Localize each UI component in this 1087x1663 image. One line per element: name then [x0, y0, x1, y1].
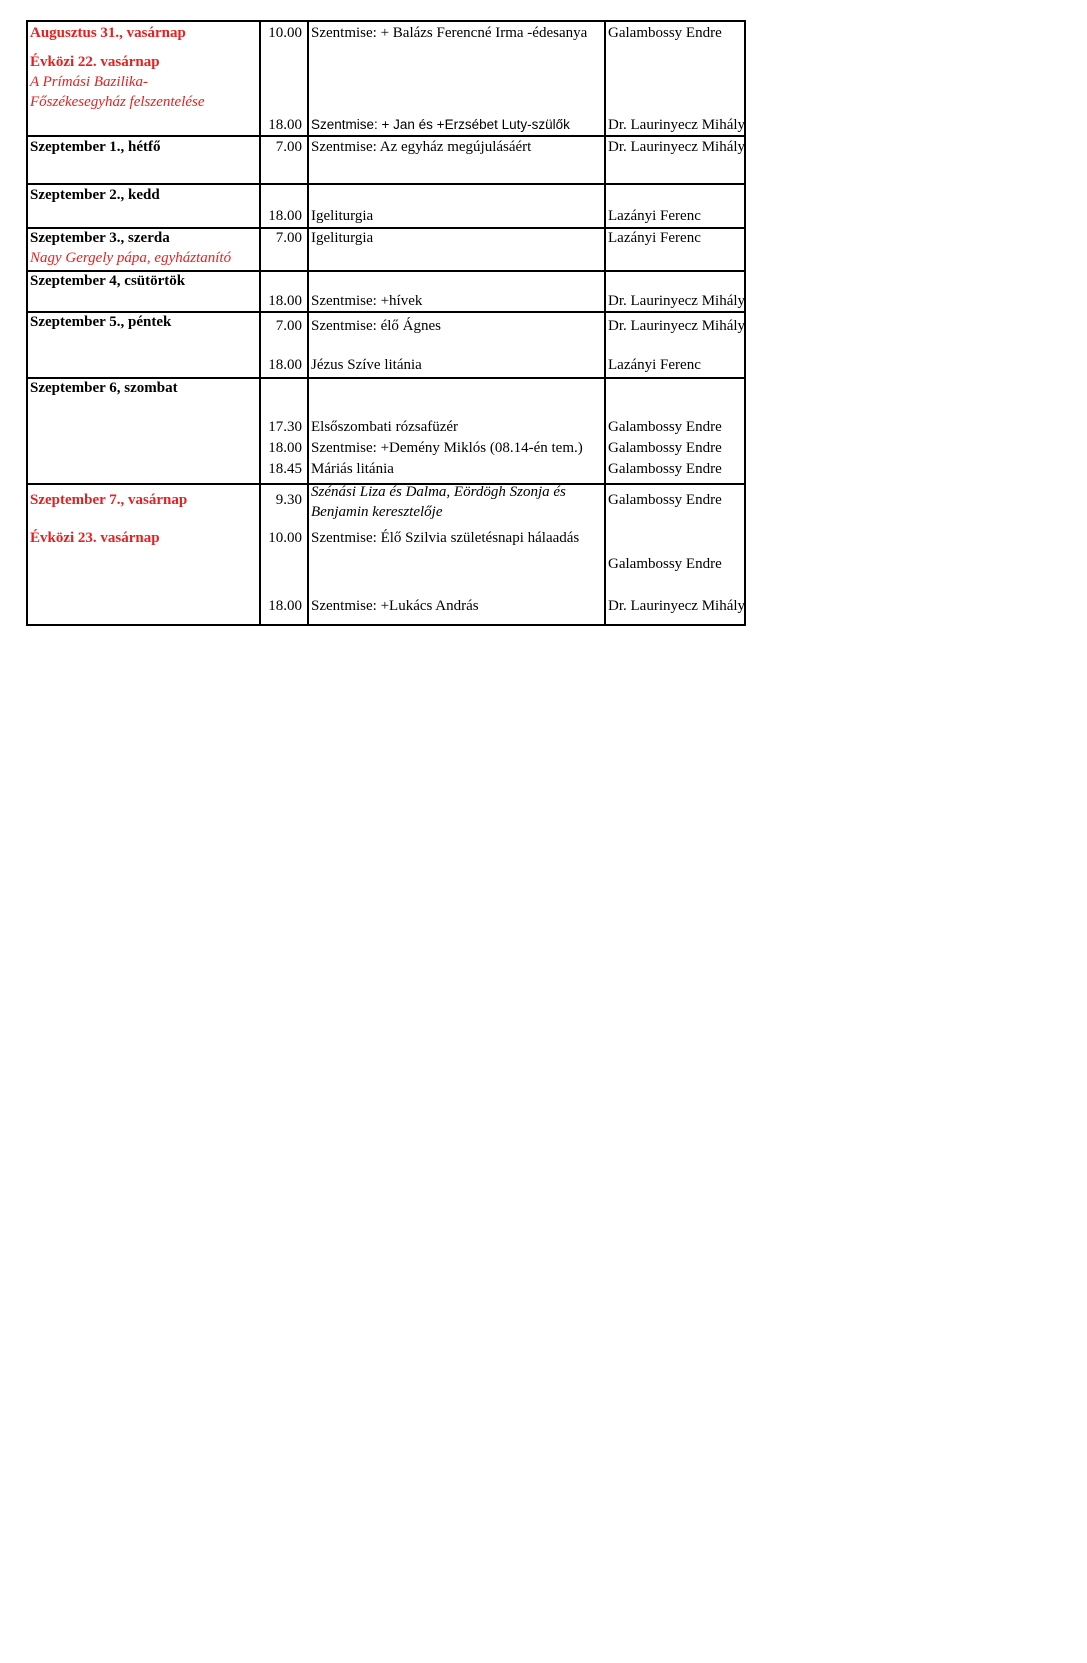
event-priest: Lazányi Ferenc: [608, 357, 701, 373]
day-label: Augusztus 31., vasárnap: [30, 25, 186, 41]
feast-label: Évközi 23. vasárnap: [30, 530, 160, 546]
event-time: 10.00: [268, 530, 302, 546]
row-divider: [26, 135, 746, 137]
event-description: Szentmise: +hívek: [311, 293, 423, 309]
event-description: Szentmise: + Balázs Ferencné Irma -édesanya: [311, 25, 588, 41]
table-border-left: [26, 20, 28, 626]
event-description: Szentmise: élő Ágnes: [311, 318, 441, 334]
event-priest: Galambossy Endre: [608, 419, 722, 435]
day-label: Szeptember 5., péntek: [30, 314, 172, 330]
event-time: 9.30: [275, 492, 302, 508]
event-priest: Lazányi Ferenc: [608, 230, 701, 246]
event-priest: Dr. Laurinyecz Mihály: [608, 318, 746, 334]
event-description: Elsőszombati rózsafüzér: [311, 419, 459, 435]
event-priest: Dr. Laurinyecz Mihály: [608, 598, 746, 614]
event-time: 17.30: [268, 419, 302, 435]
event-time: 18.00: [268, 357, 302, 373]
event-priest: Dr. Laurinyecz Mihály: [608, 117, 746, 133]
event-description: Igeliturgia: [311, 208, 374, 224]
event-time: 18.00: [268, 440, 302, 456]
feast-note: Nagy Gergely pápa, egyháztanító: [30, 250, 232, 266]
event-time: 7.00: [275, 230, 302, 246]
day-label: Szeptember 2., kedd: [30, 187, 160, 203]
day-label: Szeptember 7., vasárnap: [30, 492, 188, 508]
event-time: 18.00: [268, 208, 302, 224]
feast-note: Főszékesegyház felszentelése: [30, 94, 205, 110]
event-priest: Galambossy Endre: [608, 25, 722, 41]
table-border-top: [26, 20, 746, 22]
day-label: Szeptember 6, szombat: [30, 380, 178, 396]
event-time: 7.00: [275, 318, 302, 334]
event-description: Jézus Szíve litánia: [311, 357, 422, 373]
event-time: 10.00: [268, 25, 302, 41]
column-divider: [604, 20, 606, 626]
event-priest: Dr. Laurinyecz Mihály: [608, 293, 746, 309]
event-time: 18.00: [268, 598, 302, 614]
event-priest: Galambossy Endre: [608, 492, 722, 508]
day-label: Szeptember 4, csütörtök: [30, 273, 186, 289]
event-time: 18.00: [268, 293, 302, 309]
event-time: 18.45: [268, 461, 302, 477]
event-description: Benjamin keresztelője: [311, 504, 443, 520]
event-priest: Galambossy Endre: [608, 440, 722, 456]
event-description: Igeliturgia: [311, 230, 374, 246]
feast-note: A Prímási Bazilika-: [30, 74, 149, 90]
event-description: Szentmise: +Lukács András: [311, 598, 479, 614]
event-time: 18.00: [268, 117, 302, 133]
event-priest: Lazányi Ferenc: [608, 208, 701, 224]
event-description: Szentmise: Élő Szilvia születésnapi hálaadás: [311, 530, 580, 546]
event-priest: Dr. Laurinyecz Mihály: [608, 139, 746, 155]
event-description: Máriás litánia: [311, 461, 394, 477]
event-description: Szentmise: + Jan és +Erzsébet Luty-szülők: [311, 117, 570, 132]
table-border-bottom: [26, 624, 746, 626]
day-label: Szeptember 3., szerda: [30, 230, 170, 246]
day-label: Szeptember 1., hétfő: [30, 139, 161, 155]
event-priest: Galambossy Endre: [608, 461, 722, 477]
row-divider: [26, 183, 746, 185]
event-time: 7.00: [275, 139, 302, 155]
event-priest: Galambossy Endre: [608, 556, 722, 572]
column-divider: [307, 20, 309, 626]
feast-label: Évközi 22. vasárnap: [30, 54, 160, 70]
event-description: Szentmise: Az egyház megújulásáért: [311, 139, 532, 155]
mass-schedule-table: [26, 20, 746, 626]
event-description: Szénási Liza és Dalma, Eördögh Szonja és: [311, 484, 566, 500]
event-description: Szentmise: +Demény Miklós (08.14-én tem.): [311, 440, 583, 456]
